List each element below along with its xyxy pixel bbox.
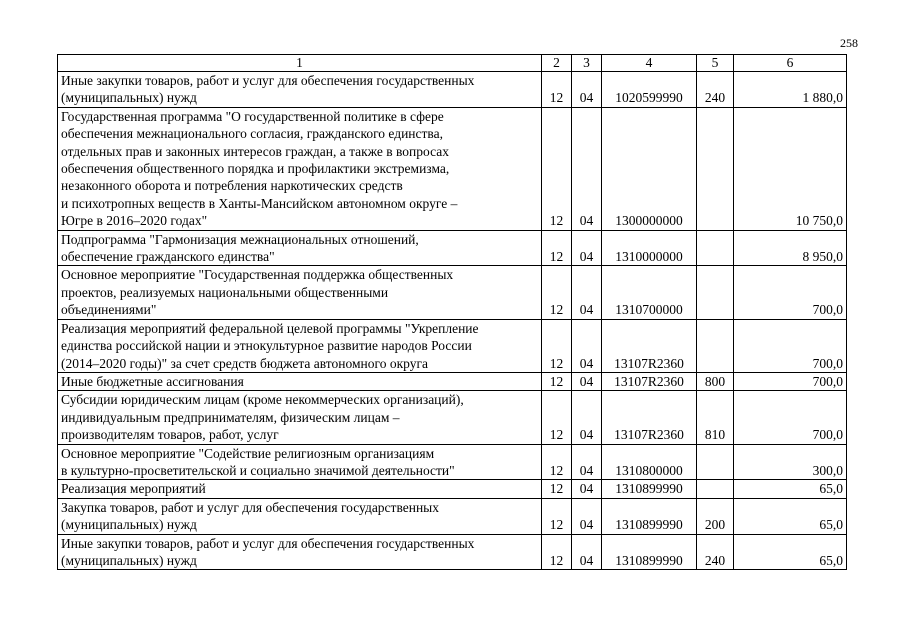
target-article-code: 1310899990 bbox=[602, 498, 697, 534]
amount-value: 65,0 bbox=[734, 480, 847, 498]
row-description-line: Иные бюджетные ассигнования bbox=[61, 373, 244, 389]
row-description-line: в культурно-просветительской и социально значимой деятельности" bbox=[61, 462, 455, 478]
row-description-line: Иные закупки товаров, работ и услуг для обеспечения государственных bbox=[61, 535, 475, 551]
subsection-code: 04 bbox=[572, 107, 602, 230]
row-description-line: Закупка товаров, работ и услуг для обеспечения государственных bbox=[61, 499, 440, 515]
section-code: 12 bbox=[542, 230, 572, 266]
expense-type-code bbox=[697, 107, 734, 230]
header-cell: 5 bbox=[697, 55, 734, 72]
table-header-row bbox=[58, 55, 847, 72]
subsection-code: 04 bbox=[572, 230, 602, 266]
row-description-line: Иные закупки товаров, работ и услуг для обеспечения государственных bbox=[61, 73, 475, 88]
section-code: 12 bbox=[542, 480, 572, 498]
expense-type-code: 240 bbox=[697, 72, 734, 108]
target-article-code: 13107R2360 bbox=[602, 372, 697, 390]
subsection-code: 04 bbox=[572, 444, 602, 480]
header-cell: 3 bbox=[572, 55, 602, 72]
expense-type-code: 800 bbox=[697, 372, 734, 390]
section-code: 12 bbox=[542, 444, 572, 480]
row-description-line: производителям товаров, работ, услуг bbox=[61, 427, 279, 443]
expense-type-code bbox=[697, 480, 734, 498]
subsection-code: 04 bbox=[572, 480, 602, 498]
table-row bbox=[58, 480, 847, 498]
target-article-code: 1020599990 bbox=[602, 72, 697, 108]
row-description bbox=[58, 230, 542, 266]
amount-value: 300,0 bbox=[734, 444, 847, 480]
row-description-line: (2014–2020 годы)" за счет средств бюджета автономного округа bbox=[61, 355, 428, 371]
table-row bbox=[58, 266, 847, 319]
table-row bbox=[58, 107, 847, 230]
target-article-code: 1310899990 bbox=[602, 534, 697, 570]
row-description-line: Основное мероприятие "Содействие религиозным организациям bbox=[61, 445, 435, 461]
section-code: 12 bbox=[542, 107, 572, 230]
row-description bbox=[58, 319, 542, 372]
subsection-code: 04 bbox=[572, 319, 602, 372]
section-code: 12 bbox=[542, 391, 572, 444]
table-row bbox=[58, 319, 847, 372]
section-code: 12 bbox=[542, 498, 572, 534]
target-article-code: 13107R2360 bbox=[602, 391, 697, 444]
row-description-line: Подпрограмма "Гармонизация межнациональных отношений, bbox=[61, 231, 419, 247]
subsection-code: 04 bbox=[572, 372, 602, 390]
row-description bbox=[58, 266, 542, 319]
row-description-line: Югре в 2016–2020 годах" bbox=[61, 213, 208, 229]
table-row bbox=[58, 230, 847, 266]
subsection-code: 04 bbox=[572, 266, 602, 319]
expense-type-code bbox=[697, 266, 734, 319]
amount-value: 700,0 bbox=[734, 319, 847, 372]
target-article-code: 1310800000 bbox=[602, 444, 697, 480]
row-description bbox=[58, 391, 542, 444]
row-description-line: (муниципальных) нужд bbox=[61, 517, 197, 533]
table-row bbox=[58, 391, 847, 444]
row-description-line: и психотропных веществ в Ханты-Мансийском автономном округе – bbox=[61, 195, 458, 211]
amount-value: 10 750,0 bbox=[734, 107, 847, 230]
table-row bbox=[58, 498, 847, 534]
section-code: 12 bbox=[542, 266, 572, 319]
target-article-code: 1310700000 bbox=[602, 266, 697, 319]
row-description-line: Основное мероприятие "Государственная поддержка общественных bbox=[61, 267, 454, 283]
row-description-line: объединениями" bbox=[61, 302, 157, 318]
amount-value: 65,0 bbox=[734, 498, 847, 534]
expense-type-code: 200 bbox=[697, 498, 734, 534]
target-article-code: 1300000000 bbox=[602, 107, 697, 230]
subsection-code: 04 bbox=[572, 391, 602, 444]
expense-type-code: 810 bbox=[697, 391, 734, 444]
section-code: 12 bbox=[542, 372, 572, 390]
row-description-line: Реализация мероприятий bbox=[61, 481, 206, 497]
row-description-line: обеспечения межнационального согласия, гражданского единства, bbox=[61, 126, 443, 142]
budget-table bbox=[57, 54, 847, 570]
amount-value: 65,0 bbox=[734, 534, 847, 570]
row-description-line: обеспечение гражданского единства" bbox=[61, 249, 275, 265]
subsection-code: 04 bbox=[572, 72, 602, 108]
row-description-line: Реализация мероприятий федеральной целевой программы "Укрепление bbox=[61, 320, 479, 336]
row-description bbox=[58, 480, 542, 498]
row-description-line: (муниципальных) нужд bbox=[61, 552, 197, 568]
amount-value: 700,0 bbox=[734, 391, 847, 444]
row-description-line: Государственная программа "О государственной политике в сфере bbox=[61, 108, 444, 124]
header-cell: 6 bbox=[734, 55, 847, 72]
expense-type-code bbox=[697, 230, 734, 266]
page-number: 258 bbox=[840, 36, 858, 50]
section-code: 12 bbox=[542, 72, 572, 108]
row-description bbox=[58, 107, 542, 230]
row-description bbox=[58, 444, 542, 480]
row-description-line: единства российской нации и этнокультурное развитие народов России bbox=[61, 338, 472, 354]
table-body bbox=[58, 55, 847, 570]
amount-value: 8 950,0 bbox=[734, 230, 847, 266]
row-description-line: индивидуальным предпринимателям, физическим лицам – bbox=[61, 409, 400, 425]
table-row bbox=[58, 534, 847, 570]
target-article-code: 13107R2360 bbox=[602, 319, 697, 372]
table-row bbox=[58, 372, 847, 390]
row-description-line: проектов, реализуемых национальными общественными bbox=[61, 284, 389, 300]
target-article-code: 1310899990 bbox=[602, 480, 697, 498]
expense-type-code: 240 bbox=[697, 534, 734, 570]
expense-type-code bbox=[697, 444, 734, 480]
row-description bbox=[58, 72, 542, 108]
row-description-line: (муниципальных) нужд bbox=[61, 90, 197, 106]
table-row bbox=[58, 72, 847, 108]
amount-value: 1 880,0 bbox=[734, 72, 847, 108]
subsection-code: 04 bbox=[572, 534, 602, 570]
row-description-line: незаконного оборота и потребления наркотических средств bbox=[61, 178, 403, 194]
header-cell: 2 bbox=[542, 55, 572, 72]
subsection-code: 04 bbox=[572, 498, 602, 534]
row-description-line: обеспечения общественного порядка и профилактики экстремизма, bbox=[61, 161, 450, 177]
target-article-code: 1310000000 bbox=[602, 230, 697, 266]
expense-type-code bbox=[697, 319, 734, 372]
row-description bbox=[58, 498, 542, 534]
table-row bbox=[58, 444, 847, 480]
section-code: 12 bbox=[542, 319, 572, 372]
row-description-line: отдельных прав и законных интересов граждан, а также в вопросах bbox=[61, 143, 449, 159]
row-description bbox=[58, 534, 542, 570]
section-code: 12 bbox=[542, 534, 572, 570]
row-description bbox=[58, 372, 542, 390]
header-cell: 4 bbox=[602, 55, 697, 72]
header-cell: 1 bbox=[58, 55, 542, 72]
amount-value: 700,0 bbox=[734, 372, 847, 390]
row-description-line: Субсидии юридическим лицам (кроме некоммерческих организаций), bbox=[61, 392, 464, 408]
amount-value: 700,0 bbox=[734, 266, 847, 319]
